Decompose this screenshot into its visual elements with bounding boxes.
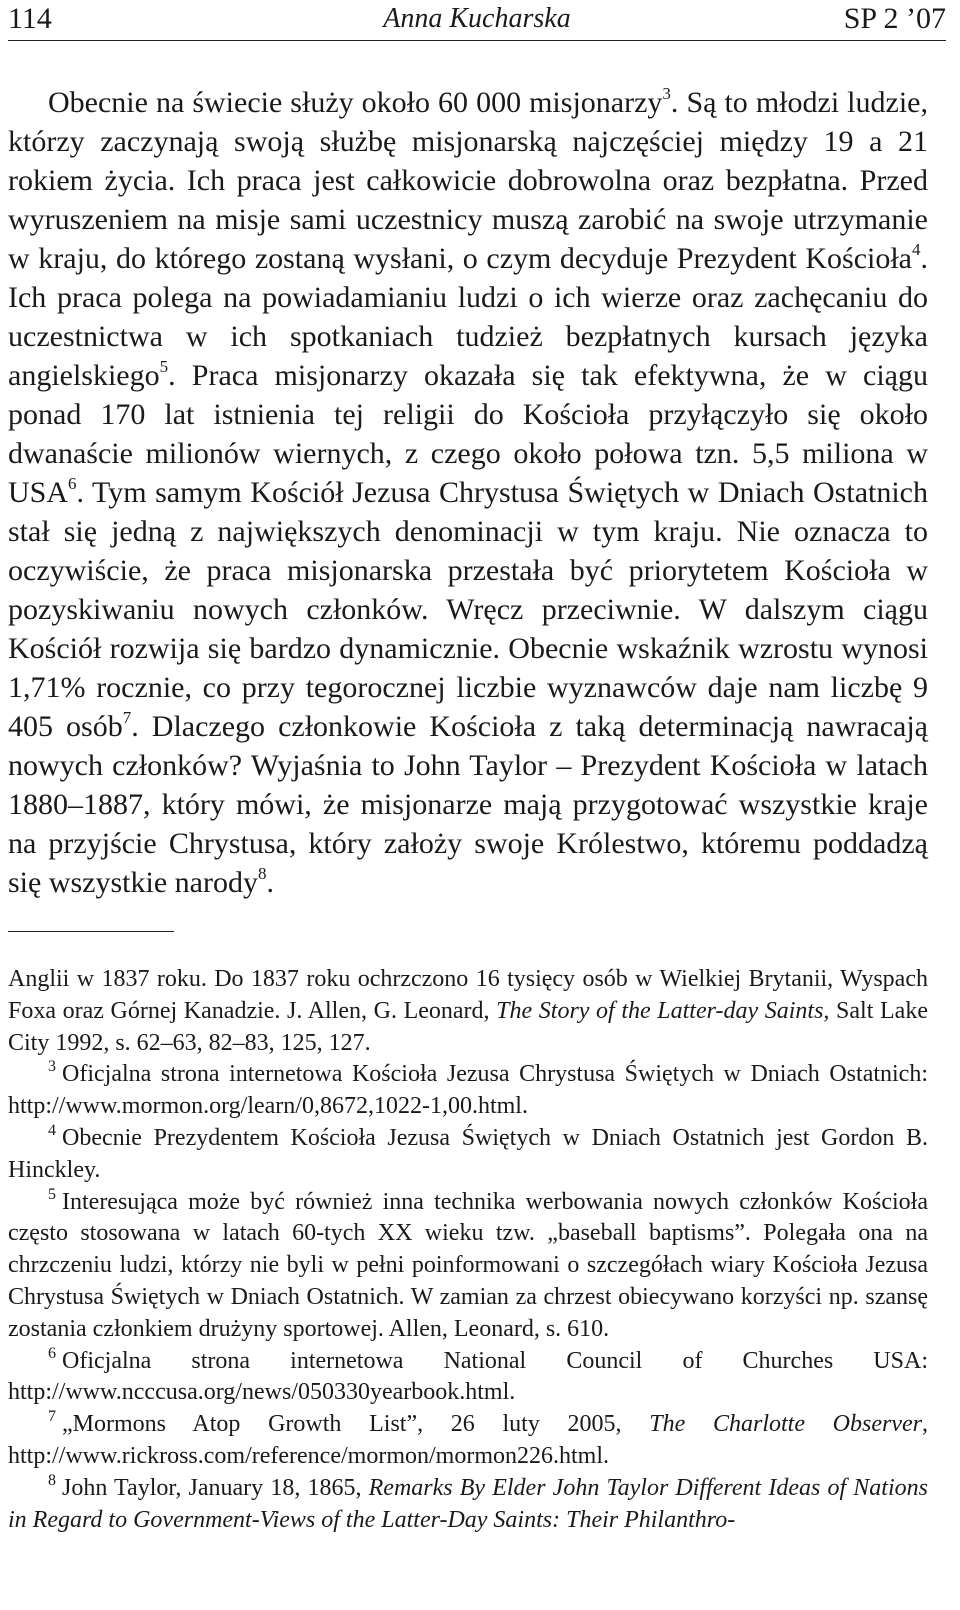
footnote-text: Interesująca może być również inna technika werbowania nowych członków Kościoła często stosowana w latach 60-tych XX wieku tzw. „baseball baptisms”. Polegała ona na chrzczeniu ludzi, którzy nie byli w pełni poinformowani o szczegółach wiary Kościoła Jezusa Chrystusa Świętych w Dniach Ostatnich. W zamian za chrzest obiecywano korzyści np. szansę zostania członkiem drużyny sportowej. Allen, Leonard, s. 610. bbox=[8, 1188, 928, 1342]
book-title: The Story of the Latter-day Saints, bbox=[496, 997, 830, 1024]
footnote-ref-7[interactable]: 7 bbox=[122, 708, 132, 727]
footnote-ref-6[interactable]: 6 bbox=[68, 474, 77, 493]
journal-issue: SP 2 ’07 bbox=[843, 2, 946, 35]
body-sentence: . Ich praca polega na powiadamianiu ludzi o ich wierze oraz zachęcaniu do uczestnictwa w ich spotkaniach tudzież bezpłatnych kursach języka angielskiego bbox=[8, 242, 928, 392]
footnote-text: Anglii w 1837 roku. Do 1837 roku ochrzczono 16 tysięcy osób w Wielkiej Brytanii, Wyspach Foxa oraz Górnej Kanadzie. J. Allen, G. Leonard, bbox=[8, 966, 928, 1024]
page-number: 114 bbox=[8, 2, 52, 35]
footnote-text: Oficjalna strona internetowa Kościoła Jezusa Chrystusa Świętych w Dniach Ostatnich: http://www.mormon.org/learn/0,8672,1022-1,00.html. bbox=[8, 1061, 928, 1120]
body-paragraph bbox=[8, 83, 928, 902]
footnote-text: John Taylor, January 18, 1865, bbox=[62, 1474, 369, 1501]
body-sentence: . Są to młodzi ludzie, którzy zaczynają swoją służbę misjonarską najczęściej między 19 a 21 rokiem życia. Ich praca jest całkowicie dobrowolna oraz bezpłatna. Przed wyruszeniem na misje sami uczestnicy muszą zarobić na swoje utrzymanie w kraju, do którego zostaną wysłani, o czym decyduje Prezydent Kościoła bbox=[8, 86, 928, 275]
footnote-5 bbox=[8, 1187, 928, 1346]
footnote-number: 3 bbox=[48, 1058, 56, 1076]
running-author: Anna Kucharska bbox=[383, 3, 571, 34]
footnote-text: Oficjalna strona internetowa National Council of Churches USA: http://www.ncccusa.org/news/050330yearbook.html. bbox=[8, 1347, 928, 1406]
running-header bbox=[8, 0, 946, 41]
footnote-continuation bbox=[8, 964, 928, 1059]
footnote-ref-5[interactable]: 5 bbox=[159, 357, 169, 376]
body-sentence: . Tym samym Kościół Jezusa Chrystusa Świętych w Dniach Ostatnich stał się jedną z największych denominacji w tym kraju. Nie oznacza to oczywiście, że praca misjonarska przestała być priorytetem Kościoła w pozyskiwaniu nowych członków. Wręcz przeciwnie. W dalszym ciągu Kościół rozwija się bardzo dynamicznie. Obecnie wskaźnik wzrostu wynosi 1,71% rocznie, co przy tegorocznej liczbie wyznawców daje nam liczbę 9 405 osób bbox=[8, 476, 928, 743]
footnote-text: Obecnie Prezydentem Kościoła Jezusa Świętych w Dniach Ostatnich jest Gordon B. Hinckley. bbox=[8, 1124, 928, 1183]
footnotes bbox=[8, 964, 928, 1536]
footnote-8 bbox=[8, 1473, 928, 1537]
footnote-number: 6 bbox=[48, 1344, 56, 1362]
footnote-text: , http://www.rickross.com/reference/mormon/mormon226.html. bbox=[8, 1411, 928, 1469]
footnote-number: 8 bbox=[48, 1471, 56, 1489]
footnote-number: 5 bbox=[48, 1185, 56, 1203]
body-sentence: . Dlaczego członkowie Kościoła z taką determinacją nawracają nowych członków? Wyjaśnia to John Taylor – Prezydent Kościoła w latach 1880–1887, który mówi, że misjonarze mają przygotować wszystkie kraje na przyjście Chrystusa, który założy swoje Królestwo, któremu poddadzą się wszystkie narody bbox=[8, 710, 928, 899]
body-sentence: . bbox=[266, 866, 274, 899]
body-sentence: . Praca misjonarzy okazała się tak efektywna, że w ciągu ponad 170 lat istnienia tej religii do Kościoła przyłączyło się około dwanaście milionów wiernych, z czego około połowa tzn. 5,5 miliona w USA bbox=[8, 359, 928, 509]
footnote-ref-3[interactable]: 3 bbox=[662, 84, 671, 103]
footnote-4 bbox=[8, 1123, 928, 1187]
footnote-separator bbox=[8, 931, 174, 932]
footnote-text: „Mormons Atop Growth List”, 26 luty 2005, bbox=[62, 1411, 650, 1438]
body-text bbox=[8, 83, 928, 902]
footnote-number: 7 bbox=[48, 1408, 56, 1426]
footnote-number: 4 bbox=[48, 1121, 56, 1139]
footnote-text: Salt Lake City 1992, s. 62–63, 82–83, 125, 127. bbox=[8, 997, 928, 1056]
footnote-7 bbox=[8, 1409, 928, 1473]
footnote-ref-8[interactable]: 8 bbox=[257, 864, 267, 883]
footnote-6 bbox=[8, 1346, 928, 1410]
newspaper-title: The Charlotte Observer bbox=[649, 1411, 922, 1438]
body-sentence: Obecnie na świecie służy około 60 000 misjonarzy bbox=[48, 86, 663, 119]
footnote-3 bbox=[8, 1059, 928, 1123]
footnote-ref-4[interactable]: 4 bbox=[912, 240, 921, 259]
work-title: Remarks By Elder John Taylor Different Ideas of Nations in Regard to Government-Views of the Latter-Day Saints: Their Philanthro- bbox=[8, 1474, 928, 1533]
